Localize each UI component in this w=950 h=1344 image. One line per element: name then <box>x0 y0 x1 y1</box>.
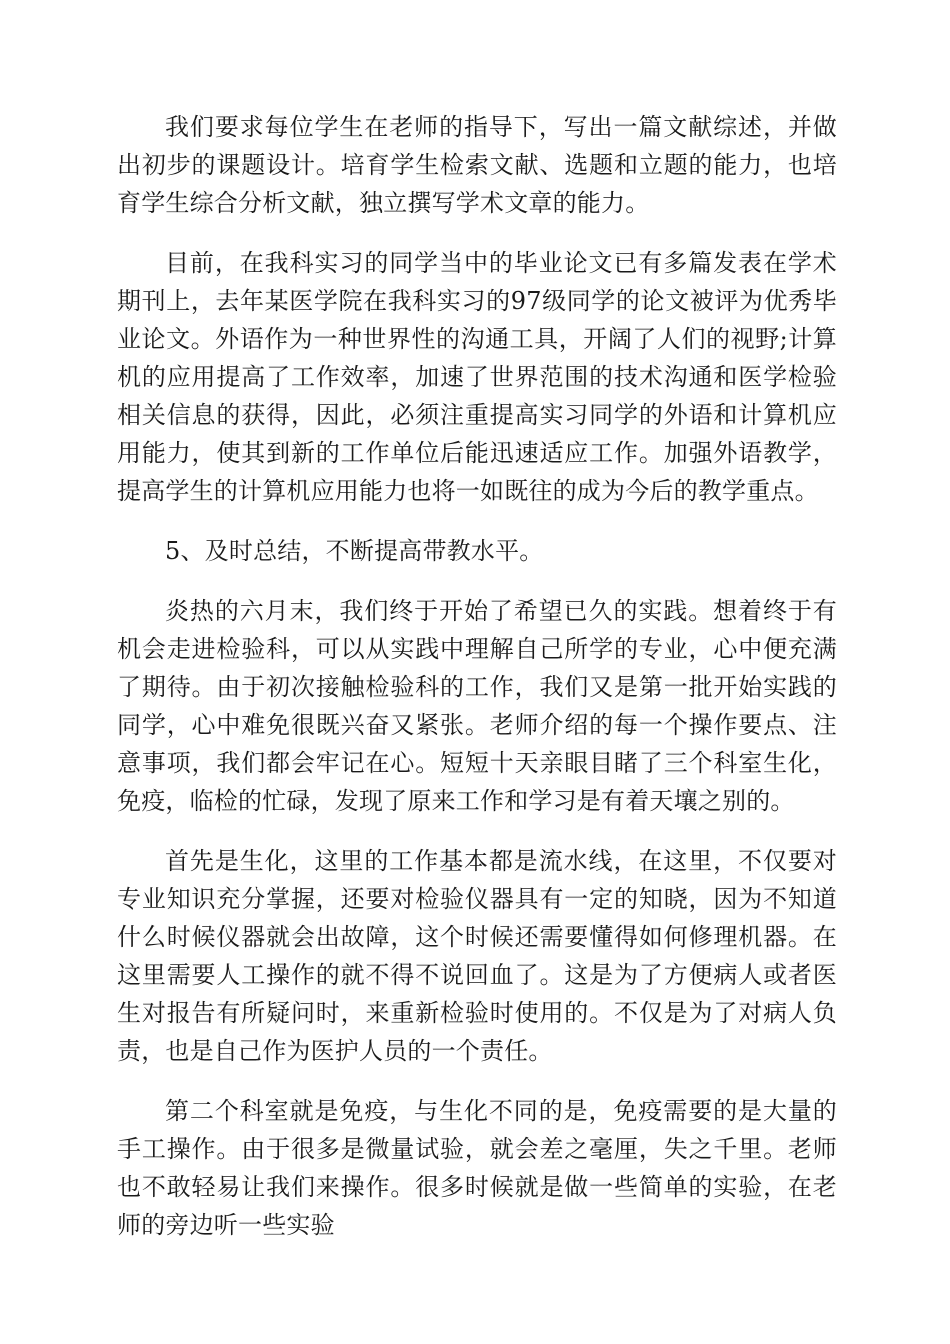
document-body <box>117 108 837 1266</box>
paragraph-literature-review: 我们要求每位学生在老师的指导下，写出一篇文献综述，并做出初步的课题设计。培育学生检索文献、选题和立题的能力，也培育学生综合分析文献，独立撰写学术文章的能力。 <box>117 113 837 217</box>
paragraph-papers-published: 目前，在我科实习的同学当中的毕业论文已有多篇发表在学术期刊上，去年某医学院在我科实习的97级同学的论文被评为优秀毕业论文。外语作为一种世界性的沟通工具，开阔了人们的视野;计算机的应用提高了工作效率，加速了世界范围的技术沟通和医学检验相关信息的获得，因此，必须注重提高实习同学的外语和计算机应用能力，使其到新的工作单位后能迅速适应工作。加强外语教学，提高学生的计算机应用能力也将一如既往的成为今后的教学重点。 <box>117 249 837 505</box>
paragraph-june-practice: 炎热的六月末，我们终于开始了希望已久的实践。想着终于有机会走进检验科，可以从实践中理解自己所学的专业，心中便充满了期待。由于初次接触检验科的工作，我们又是第一批开始实践的同学，心中难免很既兴奋又紧张。老师介绍的每一个操作要点、注意事项，我们都会牢记在心。短短十天亲眼目睹了三个科室生化，免疫，临检的忙碌，发现了原来工作和学习是有着天壤之别的。 <box>117 597 837 815</box>
section-heading-summary: 5、及时总结，不断提高带教水平。 <box>165 537 544 565</box>
paragraph-biochemistry: 首先是生化，这里的工作基本都是流水线，在这里，不仅要对专业知识充分掌握，还要对检验仪器具有一定的知晓，因为不知道什么时候仪器就会出故障，这个时候还需要懂得如何修理机器。在这里需要人工操作的就不得不说回血了。这是为了方便病人或者医生对报告有所疑问时，来重新检验时使用的。不仅是为了对病人负责，也是自己作为医护人员的一个责任。 <box>117 847 837 1065</box>
paragraph-immunology: 第二个科室就是免疫，与生化不同的是，免疫需要的是大量的手工操作。由于很多是微量试验，就会差之毫厘，失之千里。老师也不敢轻易让我们来操作。很多时候就是做一些简单的实验，在老师的旁边听一些实验 <box>117 1097 837 1239</box>
